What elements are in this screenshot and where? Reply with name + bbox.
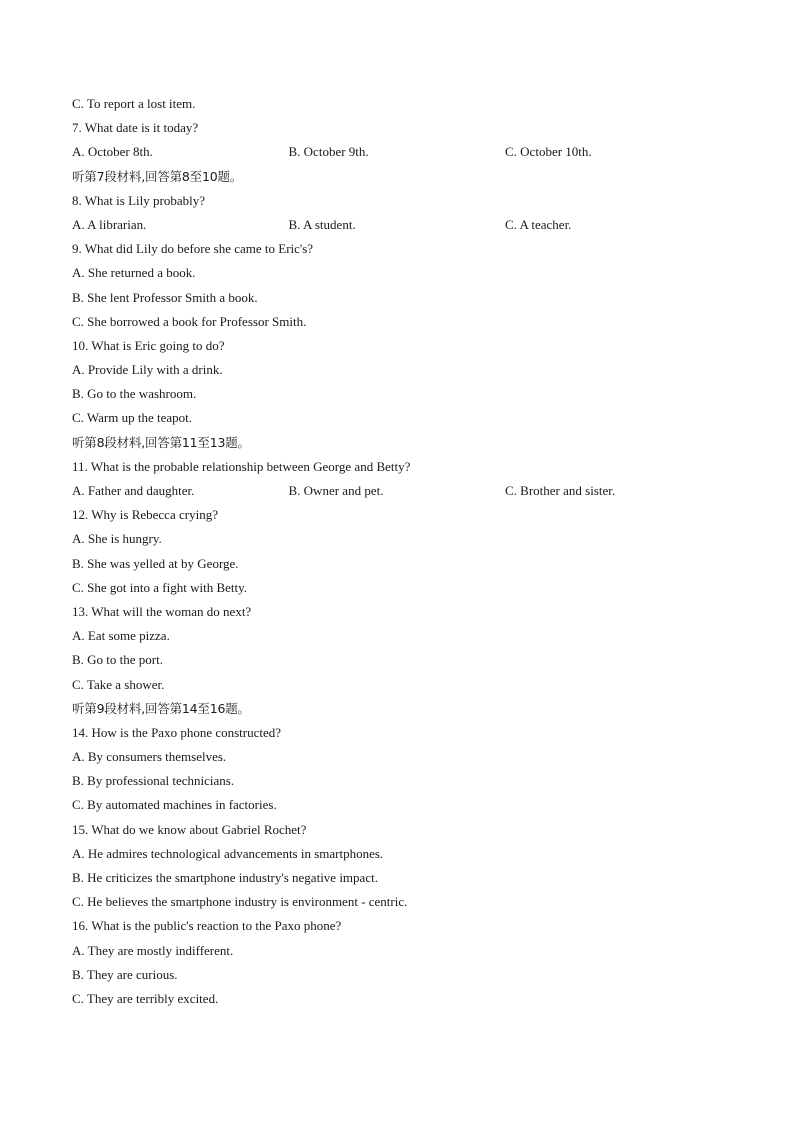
answer-option: C. They are terribly excited. [72, 990, 219, 1006]
question-text: 11. What is the probable relationship between George and Betty? [72, 458, 411, 474]
answer-option: B. He criticizes the smartphone industry's negative impact. [72, 870, 378, 885]
answer-option: C. To report a lost item. [72, 96, 196, 111]
document-page [72, 94, 732, 1013]
answer-option: B. By professional technicians. [72, 773, 235, 789]
options-row [72, 215, 732, 239]
options-row [72, 142, 732, 166]
answer-option: C. She got into a fight with Betty. [72, 579, 248, 595]
section-heading: 听第9段材料,回答第14至16题。 [72, 700, 250, 716]
section-heading: 听第7段材料,回答第8至10题。 [72, 168, 243, 184]
answer-option: C. He believes the smartphone industry is environment - centric. [72, 894, 408, 910]
answer-option: C. By automated machines in factories. [72, 797, 277, 813]
answer-option: C. She borrowed a book for Professor Smith. [72, 313, 307, 329]
answer-option: A. She returned a book. [72, 265, 196, 281]
answer-option: B. A student. [288, 216, 356, 232]
answer-option: C. October 10th. [505, 144, 592, 160]
answer-option: B. She was yelled at by George. [72, 555, 239, 571]
options-row [72, 481, 732, 505]
answer-option: C. A teacher. [505, 216, 572, 232]
section-heading: 听第8段材料,回答第11至13题。 [72, 434, 250, 450]
answer-option: A. They are mostly indifferent. [72, 942, 234, 958]
question-text: 7. What date is it today? [72, 120, 199, 136]
answer-option: B. Go to the port. [72, 652, 163, 668]
answer-option: A. She is hungry. [72, 531, 162, 547]
answer-option: A. A librarian. [72, 216, 147, 232]
answer-option: B. October 9th. [288, 144, 369, 160]
answer-option: A. He admires technological advancements in smartphones. [72, 845, 384, 861]
question-text: 9. What did Lily do before she came to Eric's? [72, 241, 314, 257]
question-text: 12. Why is Rebecca crying? [72, 507, 218, 523]
answer-option: A. Father and daughter. [72, 483, 195, 498]
answer-option: A. Eat some pizza. [72, 628, 170, 644]
question-text: 15. What do we know about Gabriel Rochet? [72, 821, 307, 837]
answer-option: A. October 8th. [72, 144, 153, 160]
answer-option: A. By consumers themselves. [72, 749, 227, 765]
answer-option: C. Brother and sister. [505, 483, 616, 498]
question-text: 10. What is Eric going to do? [72, 337, 225, 353]
answer-option: C. Warm up the teapot. [72, 410, 193, 426]
question-text: 14. How is the Paxo phone constructed? [72, 724, 282, 740]
question-text: 16. What is the public's reaction to the Paxo phone? [72, 918, 342, 934]
answer-option: C. Take a shower. [72, 676, 165, 692]
answer-option: B. Go to the washroom. [72, 386, 197, 402]
question-text: 8. What is Lily probably? [72, 192, 205, 208]
answer-option: B. Owner and pet. [288, 483, 384, 498]
answer-option: B. She lent Professor Smith a book. [72, 289, 258, 305]
question-text: 13. What will the woman do next? [72, 603, 252, 619]
answer-option: B. They are curious. [72, 966, 178, 982]
answer-option: A. Provide Lily with a drink. [72, 362, 223, 378]
